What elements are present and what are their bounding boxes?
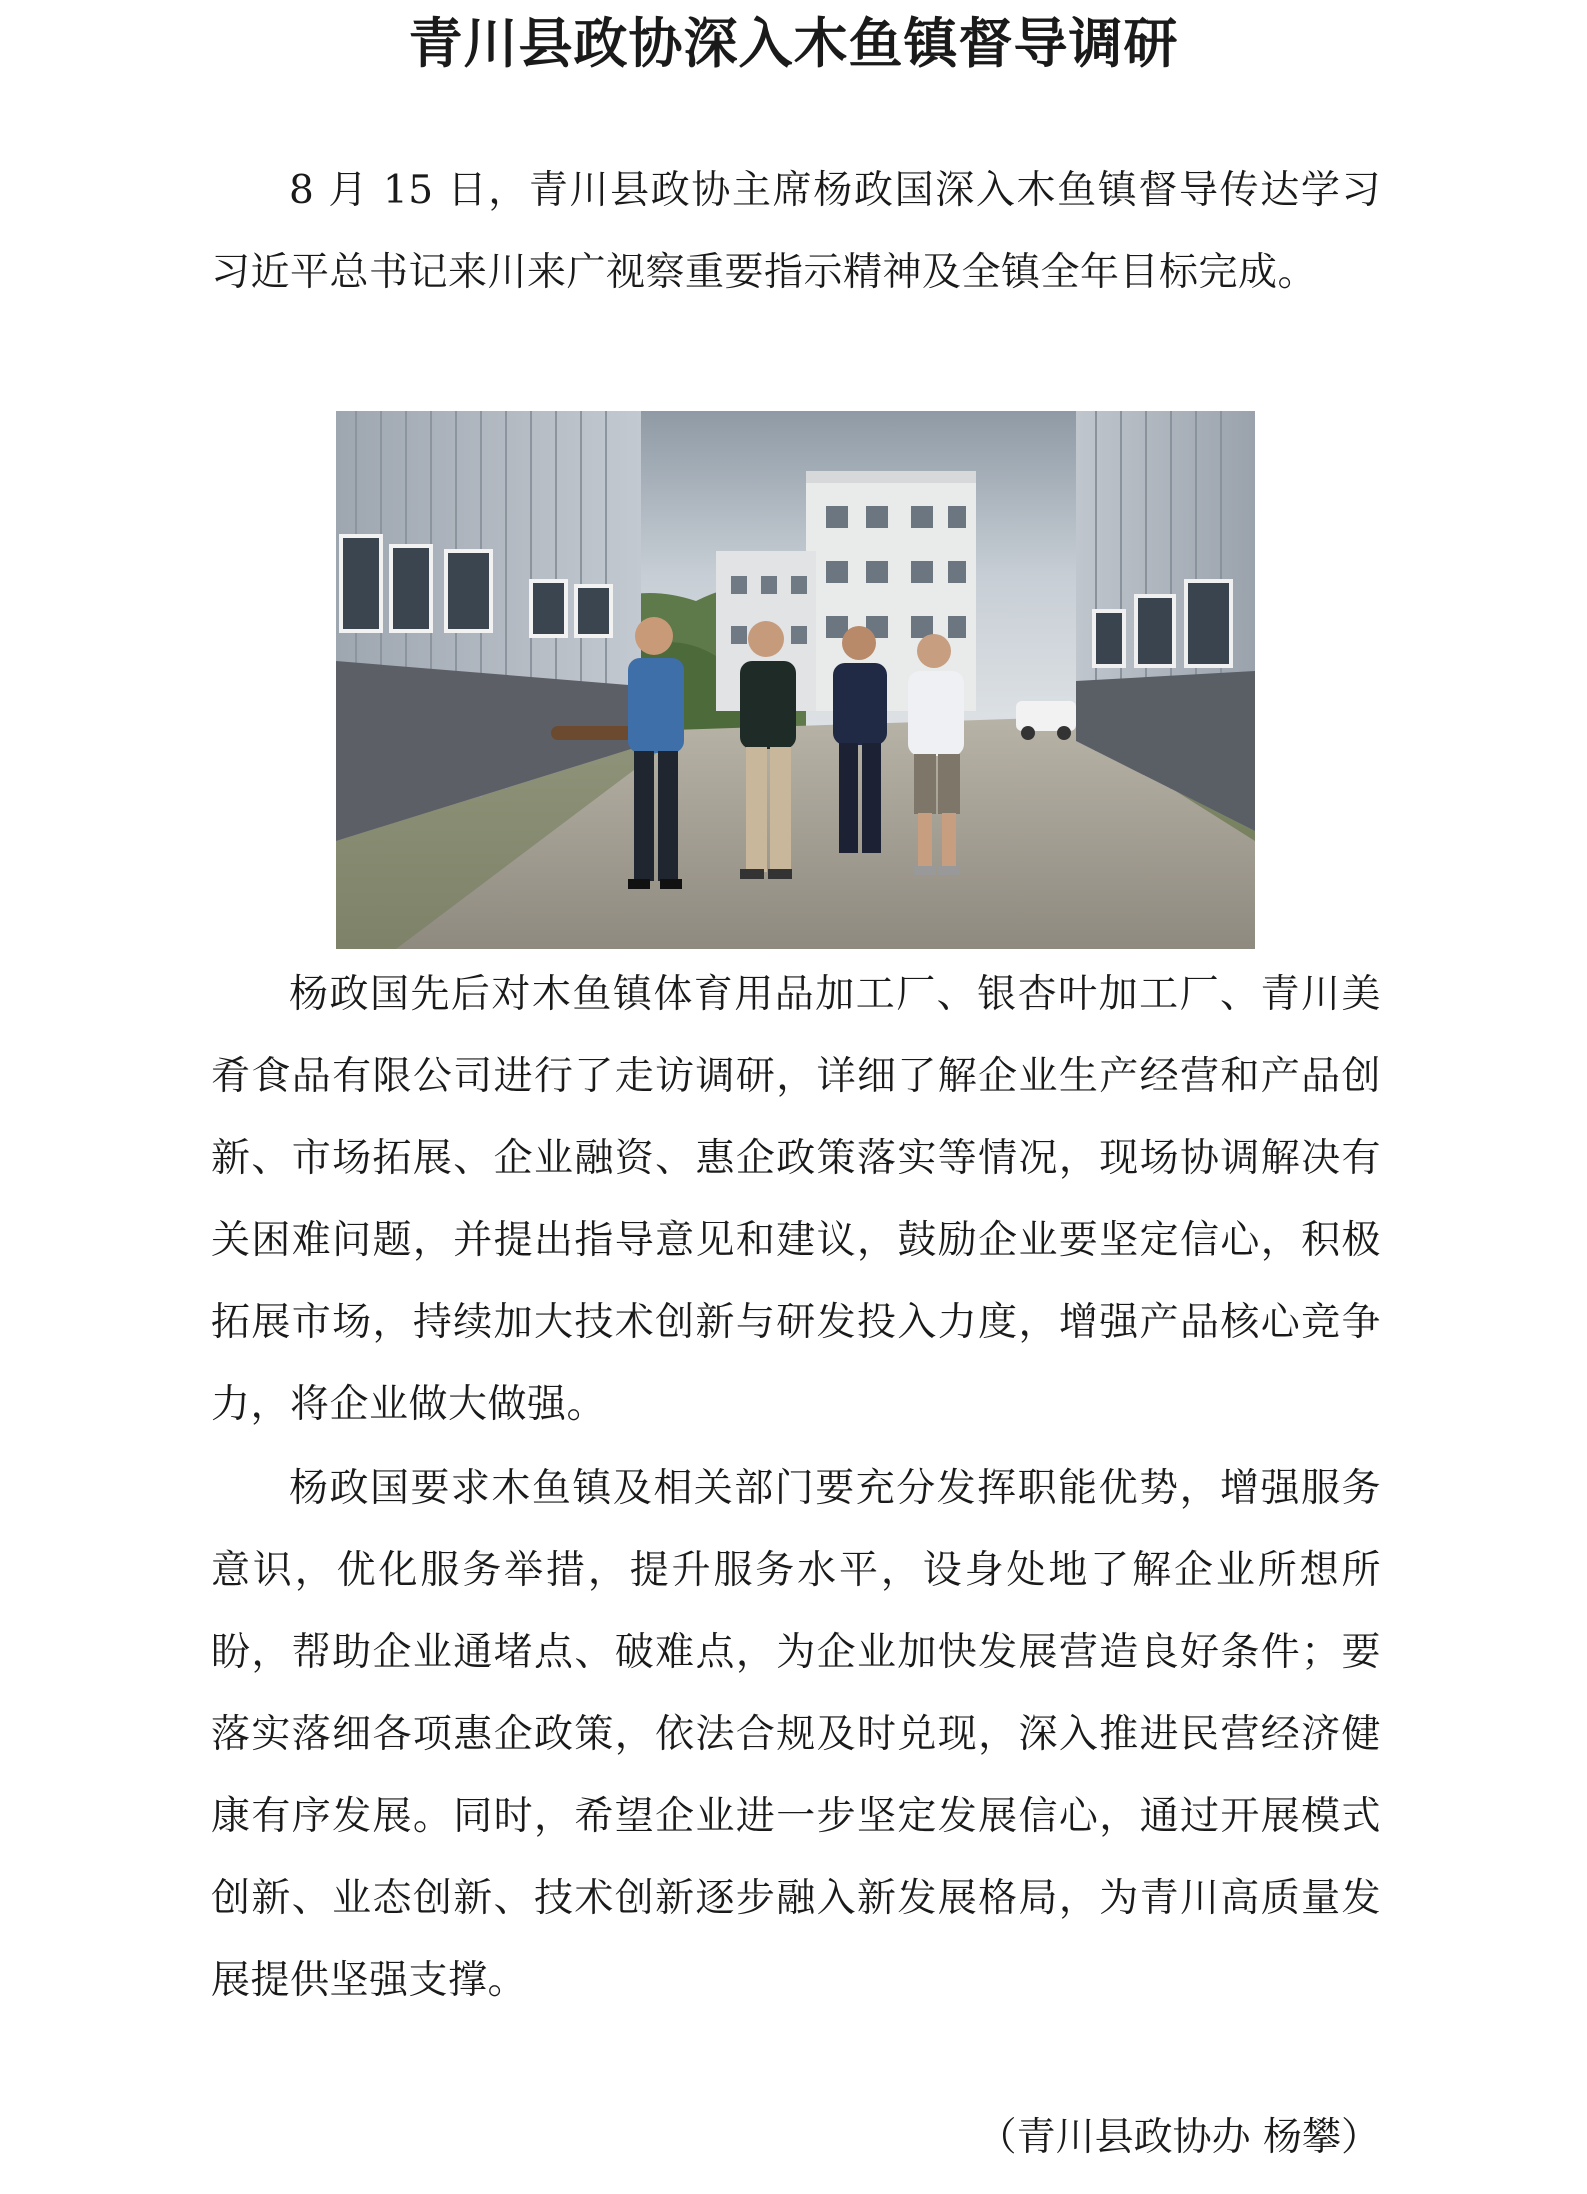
news-photo bbox=[336, 411, 1255, 949]
paragraph-1: 8 月 15 日，青川县政协主席杨政国深入木鱼镇督导传达学习习近平总书记来川来广视察重要指示精神及全镇全年目标完成。 bbox=[211, 168, 1381, 295]
article-title: 青川县政协深入木鱼镇督导调研 bbox=[408, 12, 1179, 75]
byline: （青川县政协办 杨攀） bbox=[977, 2115, 1380, 2160]
paragraph-2: 杨政国先后对木鱼镇体育用品加工厂、银杏叶加工厂、青川美肴食品有限公司进行了走访调研，详细了解企业生产经营和产品创新、市场拓展、企业融资、惠企政策落实等情况，现场协调解决有关困难问题，并提出指导意见和建议，鼓励企业要坚定信心，积极拓展市场，持续加大技术创新与研发投入力度，增强产品核心竞争力，将企业做大做强。 bbox=[211, 972, 1381, 1427]
paragraph-3: 杨政国要求木鱼镇及相关部门要充分发挥职能优势，增强服务意识，优化服务举措，提升服务水平，设身处地了解企业所想所盼，帮助企业通堵点、破难点，为企业加快发展营造良好条件；要落实落细各项惠企政策，依法合规及时兑现，深入推进民营经济健康有序发展。同时，希望企业进一步坚定发展信心，通过开展模式创新、业态创新、技术创新逐步融入新发展格局，为青川高质量发展提供坚强支撑。 bbox=[211, 1466, 1381, 2003]
